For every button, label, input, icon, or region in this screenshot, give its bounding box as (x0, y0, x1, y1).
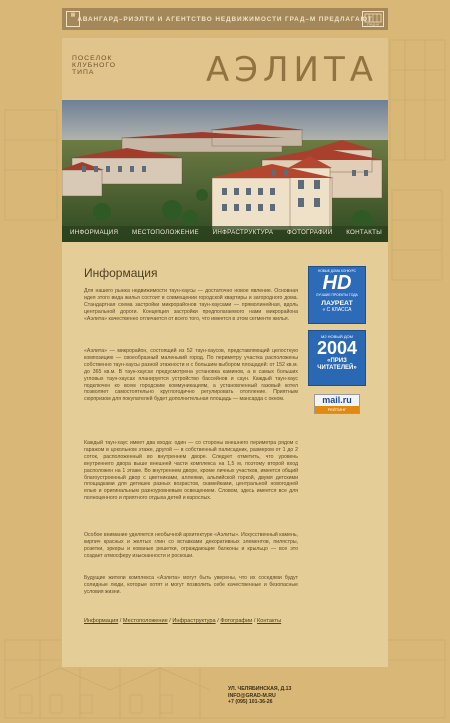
readers-prize-line-1: «ПРИЗ (327, 358, 347, 364)
readers-prize-line-2: ЧИТАТЕЛЕЙ» (317, 365, 357, 371)
page-title: Информация (84, 266, 158, 280)
grad-m-logo-icon (362, 11, 384, 27)
mail-rating-logo: mail.ru (322, 395, 352, 405)
footer-separator: / (252, 618, 257, 624)
footer-separator: / (118, 618, 123, 624)
hd-badge-subtitle: ЛУЧШИЕ ПРОЕКТЫ ГОДА (316, 293, 358, 297)
address-street: УЛ. ЧЕЛЯБИНСКАЯ, Д.13 (228, 686, 292, 692)
readers-prize-badge[interactable] (308, 330, 366, 386)
hd-badge-caption: НОВЫЕ ДОМА КОНКУРС (318, 269, 356, 273)
hd-laureate-badge[interactable] (308, 266, 366, 324)
paragraph-architecture: Особое внимание уделяется необычной архитектуре «Аэлиты». Искусственный камень, кирпич красных и желтых глин со вставками декоративных элементов, пилястры, розетки, эркеры и кованые решетки, ограждающие балконы и крыльцо — все это создает атмосферу изысканности и роскоши. (84, 532, 298, 559)
top-strip-text: АВАНГАРД–РИЭЛТИ И АГЕНТСТВО НЕДВИЖИМОСТИ ГРАД–М ПРЕДЛАГАЮТ (77, 15, 373, 23)
main-nav (62, 226, 388, 240)
village-label-line-3: ТИПА (72, 69, 95, 76)
header (62, 38, 388, 100)
top-strip (62, 8, 388, 30)
footer-link-contacts[interactable]: Контакты (256, 618, 282, 624)
footer-link-photos[interactable]: Фотографии (220, 618, 253, 624)
hd-badge-laureate: ЛАУРЕАТ (321, 300, 353, 307)
contact-address (228, 686, 291, 706)
mail-rating-counter[interactable] (314, 394, 360, 414)
village-type-label (72, 55, 132, 76)
readers-prize-caption: М2 НОВЫЙ ДОМ (320, 334, 353, 339)
grad-m-logo-text: ГРАД-М (367, 22, 379, 26)
paragraph-intro: Для нашего рынка недвижимости таун-хаусы — достаточно новое явление. Основная идея этого вида жилья состоит в совмещении городской квартиры и загородного дома. Стандартная схема застройки микрорайонов таун-хаусами — прямолинейная, вдоль центральной дороги. Концепция застройки предполагаемого нами микрорайона «Аэлита» качественно отличается от всего того, что имеется в этом сегменте жилья. (84, 288, 298, 322)
footer-separator: / (215, 618, 221, 624)
avangard-logo-icon: ▦ (66, 11, 80, 27)
readers-prize-year: 2004 (316, 338, 358, 358)
nav-info[interactable]: ИНФОРМАЦИЯ (70, 229, 119, 236)
nav-contacts[interactable]: КОНТАКТЫ (346, 229, 382, 236)
address-email[interactable]: INFO@GRAD-M.RU (228, 692, 276, 699)
page-column (62, 0, 388, 723)
village-label-line-2: КЛУБНОГО (72, 62, 116, 69)
mail-rating-label: РЕЙТИНГ (315, 406, 359, 413)
content-panel (62, 242, 388, 667)
paragraph-entrances: Каждый таун-хаус имеет два входа: один — со стороны внешнего периметра рядом с гаражом в цокольном этаже, другой — в собственный палисадник, размером от 1 до 2 соток, расположенный во внутреннем дворе. Следует отметить, что уровень внутреннего двора выше внешней части комплекса на 1,5 м, поэтому второй вход расположен на 1 этаже. Во внутреннем дворе, кроме личных участков, имеется общий благоустроенный двор с цветниками, аллеями, альпийской горкой, двумя детскими площадками для детишек разных возрастов, скамейками, центральной новогодней елью и оригинальным разноуровневым освещением. Словом, здесь имеется все для полноценного и приятного отдыха детей и взрослых. (84, 440, 298, 502)
brand-title: АЭЛИТА (205, 50, 378, 90)
footer-link-info[interactable]: Информация (84, 618, 119, 624)
nav-location[interactable]: МЕСТОПОЛОЖЕНИЕ (132, 229, 199, 236)
paragraph-residents: Будущие жители комплекса «Аэлита» могут быть уверены, что их соседями будут солидные люди, которые хотят и могут позволить себе качественные и безопасные условия жизни. (84, 575, 298, 595)
nav-photos[interactable]: ФОТОГРАФИИ (287, 229, 333, 236)
hd-badge-logo: HD (322, 272, 352, 294)
townhouse-render-illustration (62, 100, 388, 242)
address-phone: +7 (095) 101-36-26 (228, 699, 273, 706)
footer-link-location[interactable]: Местоположение (122, 618, 168, 624)
nav-infrastructure[interactable]: ИНФРАСТРУКТУРА (212, 229, 274, 236)
footer-nav (84, 618, 281, 624)
village-label-line-1: ПОСЕЛОК (72, 55, 113, 62)
hero-image (62, 100, 388, 242)
hd-badge-class: « С КЛАССА (322, 307, 352, 313)
footer-separator: / (167, 618, 173, 624)
footer-link-infrastructure[interactable]: Инфраструктура (172, 618, 216, 624)
paragraph-microdistrict: «Аэлита» — микрорайон, состоящий из 52 таун-хаусов, представляющий целостную композицию — своеобразный маленький город. По периметру участка расположены собственно таун-хаусы разной этажности и с большим выбором площадей: от 152 кв.м. до 365 кв.м. В таун-хаусах предусмотрена установка каминов, а в самых больших угловых таун-хаусах планируется устройство бассейнов и саун. Каждый таун-хаус подключен ко всем городским коммуникациям, а установленный газовый котел позволяет самостоятельно круглогодично регулировать отопление. Приятным сюрпризом для покупателей будет дополнительная площадь — мансарда с окном. (84, 348, 298, 403)
